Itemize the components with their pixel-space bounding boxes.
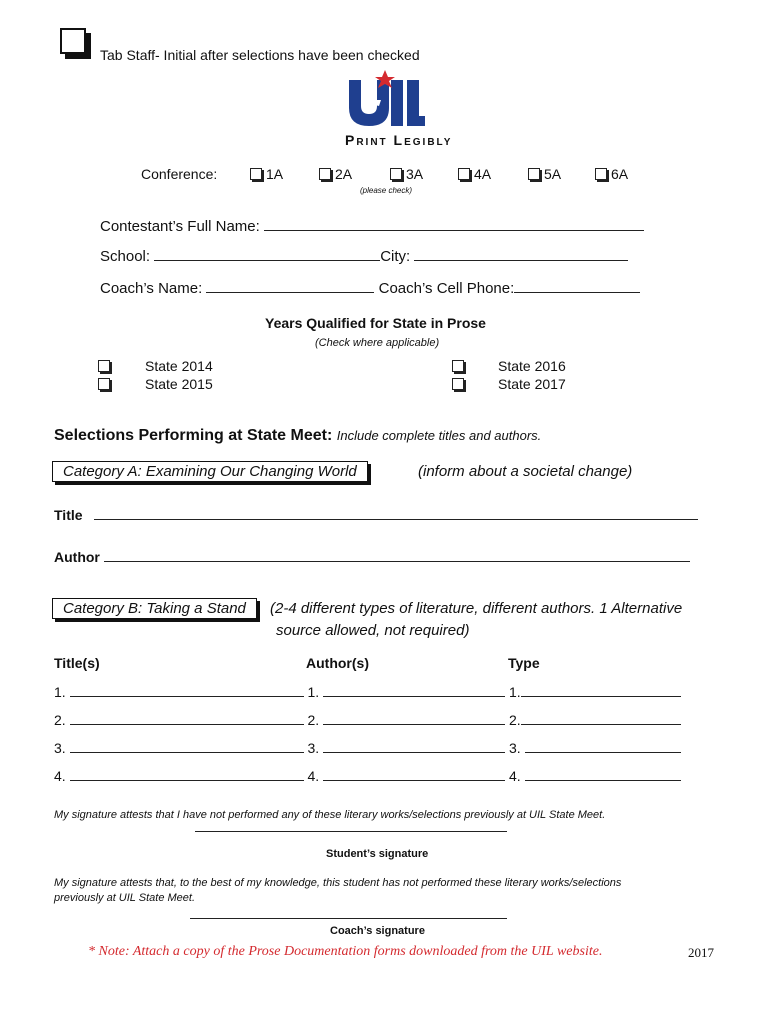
- row-number: 3.: [307, 740, 320, 756]
- row-number: 4.: [508, 768, 521, 784]
- row-number: 1.: [54, 684, 66, 700]
- checkbox-icon: [595, 168, 607, 180]
- footer-year: 2017: [688, 945, 714, 960]
- coach-phone-label: Coach’s Cell Phone:: [378, 280, 515, 297]
- selections-heading-row: [54, 427, 541, 445]
- full-name-row: [100, 216, 644, 235]
- row-number: 4.: [307, 768, 320, 784]
- year-2015-label: State 2015: [145, 376, 213, 392]
- category-b-label: Category B: Taking a Stand: [52, 598, 257, 619]
- column-authors: Author(s): [306, 655, 369, 671]
- coach-attest-line2: previously at UIL State Meet.: [54, 892, 196, 904]
- selection-row: [54, 766, 681, 784]
- title-field[interactable]: [70, 682, 304, 697]
- author-field[interactable]: [323, 738, 505, 753]
- year-2016[interactable]: [452, 358, 468, 374]
- category-a-note: (inform about a societal change): [418, 463, 633, 480]
- selections-heading: Selections Performing at State Meet:: [54, 427, 333, 444]
- years-subtitle: (Check where applicable): [315, 337, 440, 349]
- conference-label: Conference:: [141, 166, 218, 182]
- category-a-title-label: Title: [54, 507, 83, 523]
- type-field[interactable]: [521, 682, 681, 697]
- type-field[interactable]: [525, 738, 681, 753]
- conference-option-1a[interactable]: 1A: [250, 166, 283, 182]
- year-2016-label: State 2016: [498, 358, 566, 374]
- year-2017-label: State 2017: [498, 376, 566, 392]
- row-number: 3.: [508, 740, 521, 756]
- footer-note: * Note: Attach a copy of the Prose Documentation forms downloaded from the UIL website.: [88, 944, 603, 959]
- uil-logo: [345, 70, 425, 130]
- coach-attest-line1: My signature attests that, to the best of my knowledge, this student has not performed these literary works/selections: [54, 877, 622, 889]
- column-type: Type: [508, 655, 540, 671]
- student-attest: My signature attests that I have not performed any of these literary works/selections previously at UIL State Meet.: [54, 809, 606, 821]
- row-number: 2.: [54, 712, 66, 728]
- column-titles: Title(s): [54, 655, 100, 671]
- checkbox-icon: [98, 378, 110, 390]
- author-field[interactable]: [323, 766, 505, 781]
- selection-row: [54, 682, 681, 700]
- city-label: City:: [380, 248, 411, 265]
- full-name-label: Contestant’s Full Name:: [100, 218, 260, 235]
- checkbox-icon: [319, 168, 331, 180]
- category-a-author-label: Author: [54, 549, 100, 565]
- row-number: 3.: [54, 740, 66, 756]
- coach-signature-label: Coach’s signature: [330, 925, 425, 937]
- conference-option-4a[interactable]: 4A: [458, 166, 491, 182]
- selection-row: [54, 738, 681, 756]
- coach-row: [100, 278, 640, 297]
- row-number: 1.: [307, 684, 320, 700]
- type-field[interactable]: [525, 766, 681, 781]
- category-b-note-line1: (2-4 different types of literature, different authors. 1 Alternative: [270, 600, 683, 617]
- tab-staff-note: Tab Staff- Initial after selections have been checked: [100, 47, 420, 63]
- checkbox-icon: [528, 168, 540, 180]
- coach-name-field[interactable]: [206, 278, 374, 293]
- row-number: 2.: [508, 712, 521, 728]
- category-b-note-line2: source allowed, not required): [276, 622, 470, 639]
- student-signature-field[interactable]: [195, 831, 507, 832]
- category-a-title-row: [54, 505, 698, 523]
- checkbox-icon: [452, 378, 464, 390]
- checkbox-icon: [250, 168, 262, 180]
- title-field[interactable]: [70, 710, 304, 725]
- uil-logo-graphic: [345, 70, 425, 130]
- checkbox-icon: [390, 168, 402, 180]
- category-a-author-field[interactable]: [104, 547, 690, 562]
- years-title: Years Qualified for State in Prose: [265, 315, 486, 331]
- row-number: 4.: [54, 768, 66, 784]
- logo-tagline: Print Legibly: [345, 132, 453, 148]
- coach-phone-field[interactable]: [514, 278, 640, 293]
- student-signature-label: Student’s signature: [326, 848, 429, 860]
- checkbox-icon: [458, 168, 470, 180]
- full-name-field[interactable]: [264, 216, 644, 231]
- conference-hint: (please check): [360, 186, 413, 195]
- selection-row: [54, 710, 681, 728]
- city-field[interactable]: [414, 246, 628, 261]
- conference-option-5a[interactable]: 5A: [528, 166, 561, 182]
- year-2014-label: State 2014: [145, 358, 213, 374]
- category-a-title-field[interactable]: [94, 505, 698, 520]
- school-row: [100, 246, 628, 265]
- year-2017[interactable]: [452, 376, 468, 392]
- tab-staff-checkbox[interactable]: [60, 28, 86, 54]
- conference-option-6a[interactable]: 6A: [595, 166, 628, 182]
- checkbox-icon: [98, 360, 110, 372]
- coach-signature-field[interactable]: [190, 918, 507, 919]
- school-field[interactable]: [154, 246, 380, 261]
- year-2014[interactable]: [98, 358, 114, 374]
- category-a-label: Category A: Examining Our Changing World: [52, 461, 368, 482]
- year-2015[interactable]: [98, 376, 114, 392]
- conference-option-3a[interactable]: 3A: [390, 166, 423, 182]
- coach-name-label: Coach’s Name:: [100, 280, 203, 297]
- category-a-author-row: [54, 547, 690, 565]
- type-field[interactable]: [521, 710, 681, 725]
- title-field[interactable]: [70, 766, 304, 781]
- selections-note: Include complete titles and authors.: [336, 428, 542, 443]
- checkbox-icon: [452, 360, 464, 372]
- author-field[interactable]: [323, 682, 505, 697]
- conference-option-2a[interactable]: 2A: [319, 166, 352, 182]
- title-field[interactable]: [70, 738, 304, 753]
- row-number: 2.: [307, 712, 320, 728]
- row-number: 1.: [508, 684, 521, 700]
- author-field[interactable]: [323, 710, 505, 725]
- school-label: School:: [100, 248, 151, 265]
